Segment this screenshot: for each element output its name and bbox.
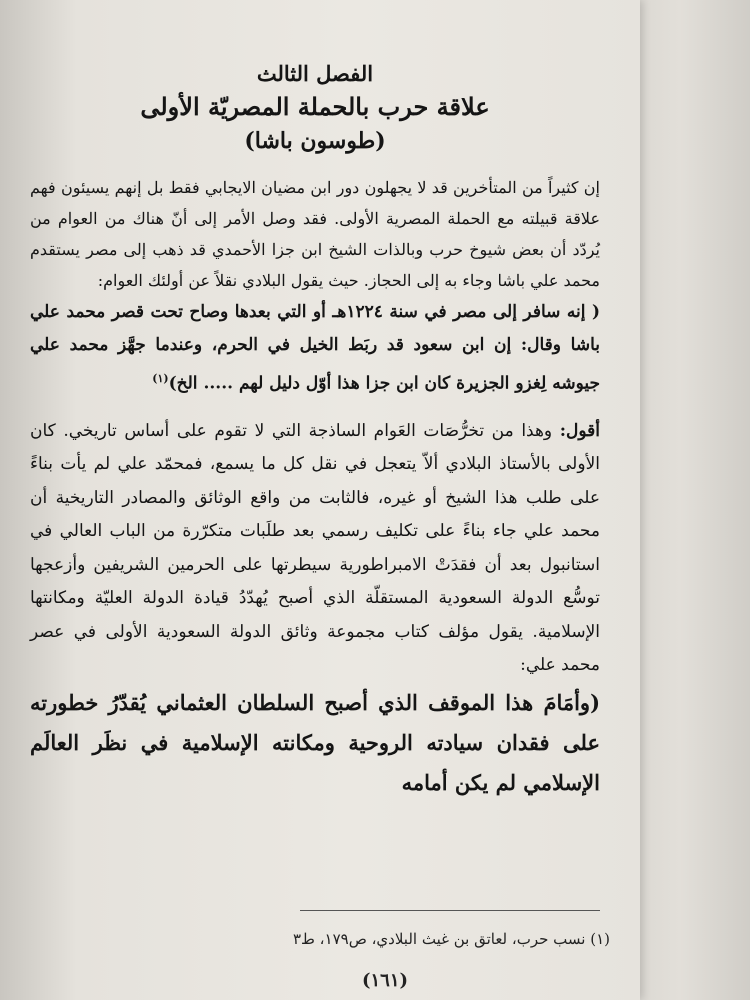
- large-quote-passage: (وأمَامَ هذا الموقف الذي أصبح السلطان العثماني يُقدّرُ خطورته على فقدان سيادته الروحية ومكانته الإسلامية في نظَر العالَم الإسلامي لم يكن أمامه: [30, 689, 600, 795]
- quoted-passage: [30, 296, 600, 401]
- intro-paragraph: إن كثيراً من المتأخرين قد لا يجهلون دور ابن مضيان الايجابي فقط بل إنهم يسيئون فهم علاقة قبيلته مع الحملة المصرية الأولى. فقد وصل الأمر إلى أنّ هناك من العوام من يُردّد أن بعض شيوخ حرب وبالذات الشيخ ابن جزا الأحمدي قد ذهب إلى مصر يستقدم محمد علي باشا وجاء به إلى الحجاز. حيث يقول البلادي نقلاً عن أولئك العوام:: [30, 178, 600, 290]
- footnote: (١) نسب حرب، لعاتق بن غيث البلادي، ص١٧٩، ط٣: [292, 930, 610, 948]
- chapter-subtitle: (طوسون باشا): [244, 128, 386, 154]
- commentary-lead: أقول:: [559, 420, 601, 441]
- quote-text: ( إنه سافر إلى مصر في سنة ١٢٢٤هـ أو التي بعدها وصاح تحت قصر محمد علي باشا وقال: إن ابن سعود قد ربَط الخيل في الحرم، وعندما جهَّز محمد علي جيوشه لِغزو الجزيرة كان ابن جزا هذا أوّل دليل لهم ..... الخ): [30, 302, 600, 394]
- commentary-paragraph: [30, 415, 600, 683]
- page-number: (١٦١): [361, 970, 409, 991]
- commentary-text: وهذا من تخرُّصَات العَوام الساذجة التي لا تقوم على أساس تاريخي. كان الأولى بالأستاذ البلادي ألاّ يتعجل في نقل كل ما يسمع، فمحمّد علي لم يأت بناءً على طلب هذا الشيخ أو غيره، فالثابت من واقع الوثائق والمصادر التاريخية أن محمد علي جاء بناءً على تكليف رسمي بعد طلَبات متكرّرة من الباب العالي في استانبول بعد أن فقدَتْ الامبراطورية سيطرتها على الحرمين الشريفين وأزعجها توسُّع الدولة السعودية المستقلّة الذي أصبح يُهدّدُ قيادة الدولة العليّة ومكانتها الإسلامية. يقول مؤلف كتاب مجموعة وثائق الدولة السعودية الأولى في عصر محمد علي:: [30, 420, 600, 676]
- page-content: [30, 58, 600, 803]
- chapter-title: علاقة حرب بالحملة المصريّة الأولى: [140, 92, 490, 121]
- footnote-reference: (١): [152, 372, 169, 385]
- footnote-divider: [300, 910, 600, 911]
- chapter-heading: الفصل الثالث: [256, 61, 374, 86]
